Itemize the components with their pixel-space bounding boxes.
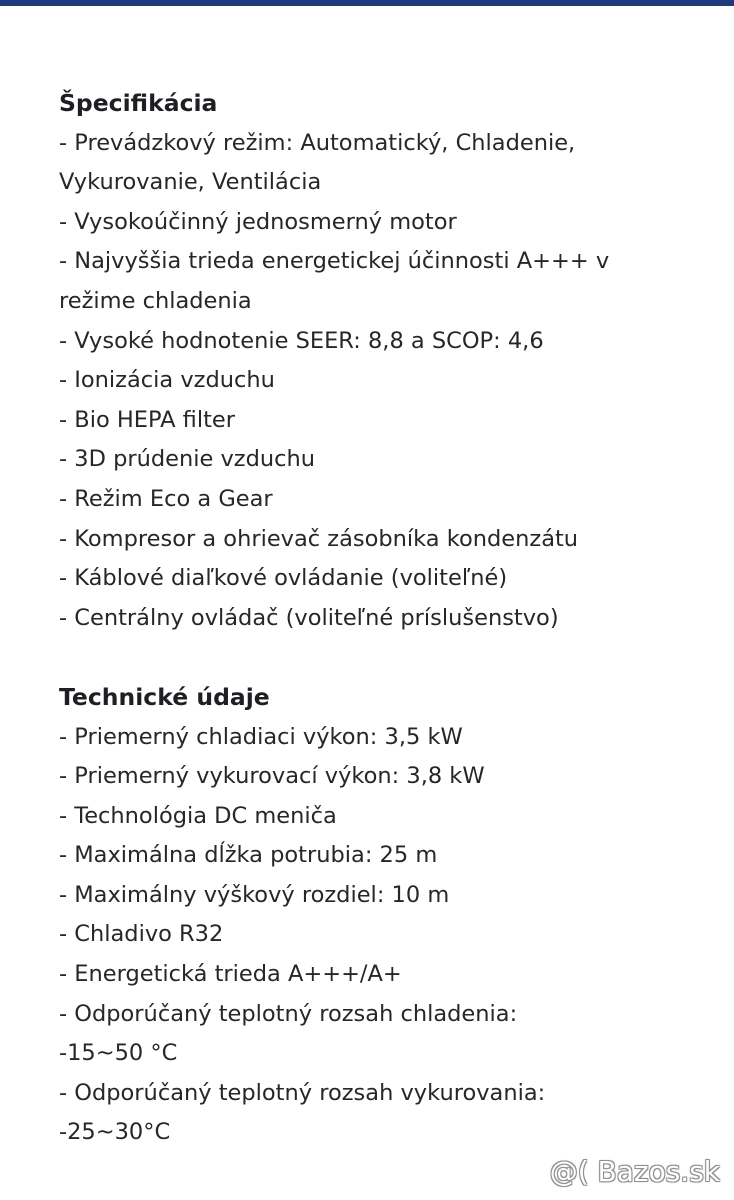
tech-line: - Maximálny výškový rozdiel: 10 m: [59, 881, 450, 908]
tech-line: - Energetická trieda A+++/A+: [59, 961, 402, 988]
top-accent-bar: [0, 0, 734, 6]
spec-line: režime chladenia: [59, 287, 252, 314]
specification-document: [59, 84, 719, 1153]
tech-section-title: Technické údaje: [59, 682, 270, 711]
spec-line: - Najvyššia trieda energetickej účinnosti A+++ v: [59, 248, 610, 275]
tech-line: -15~50 °C: [59, 1040, 178, 1067]
spec-line: - Centrálny ovládač (voliteľné príslušenstvo): [59, 604, 559, 631]
spec-line: - Bio HEPA filter: [59, 406, 236, 433]
spec-line: - Vysokoúčinný jednosmerný motor: [59, 208, 457, 235]
spec-line: - Káblové diaľkové ovládanie (voliteľné): [59, 565, 508, 592]
tech-line: - Priemerný vykurovací výkon: 3,8 kW: [59, 763, 485, 790]
spec-line: - Vysoké hodnotenie SEER: 8,8 a SCOP: 4,6: [59, 327, 544, 354]
tech-line: - Odporúčaný teplotný rozsah chladenia:: [59, 1000, 518, 1027]
tech-line: - Odporúčaný teplotný rozsah vykurovania:: [59, 1079, 546, 1106]
spec-line: - 3D prúdenie vzduchu: [59, 446, 316, 473]
spec-line: - Režim Eco a Gear: [59, 485, 273, 512]
tech-line: - Technológia DC meniča: [59, 802, 337, 829]
tech-list: [59, 718, 719, 1154]
tech-line: - Priemerný chladiaci výkon: 3,5 kW: [59, 723, 463, 750]
section-gap: [59, 638, 719, 678]
spec-line: - Ionizácia vzduchu: [59, 367, 275, 394]
spec-line: - Prevádzkový režim: Automatický, Chladenie,: [59, 129, 576, 156]
spec-line: Vykurovanie, Ventilácia: [59, 169, 322, 196]
bazos-watermark: @( Bazos.sk: [549, 1155, 720, 1188]
tech-line: - Chladivo R32: [59, 921, 224, 948]
tech-line: - Maximálna dĺžka potrubia: 25 m: [59, 842, 438, 869]
spec-line: - Kompresor a ohrievač zásobníka kondenzátu: [59, 525, 579, 552]
tech-line: -25~30°C: [59, 1119, 171, 1146]
spec-list: [59, 124, 719, 639]
spec-section-title: Špecifikácia: [59, 89, 218, 117]
